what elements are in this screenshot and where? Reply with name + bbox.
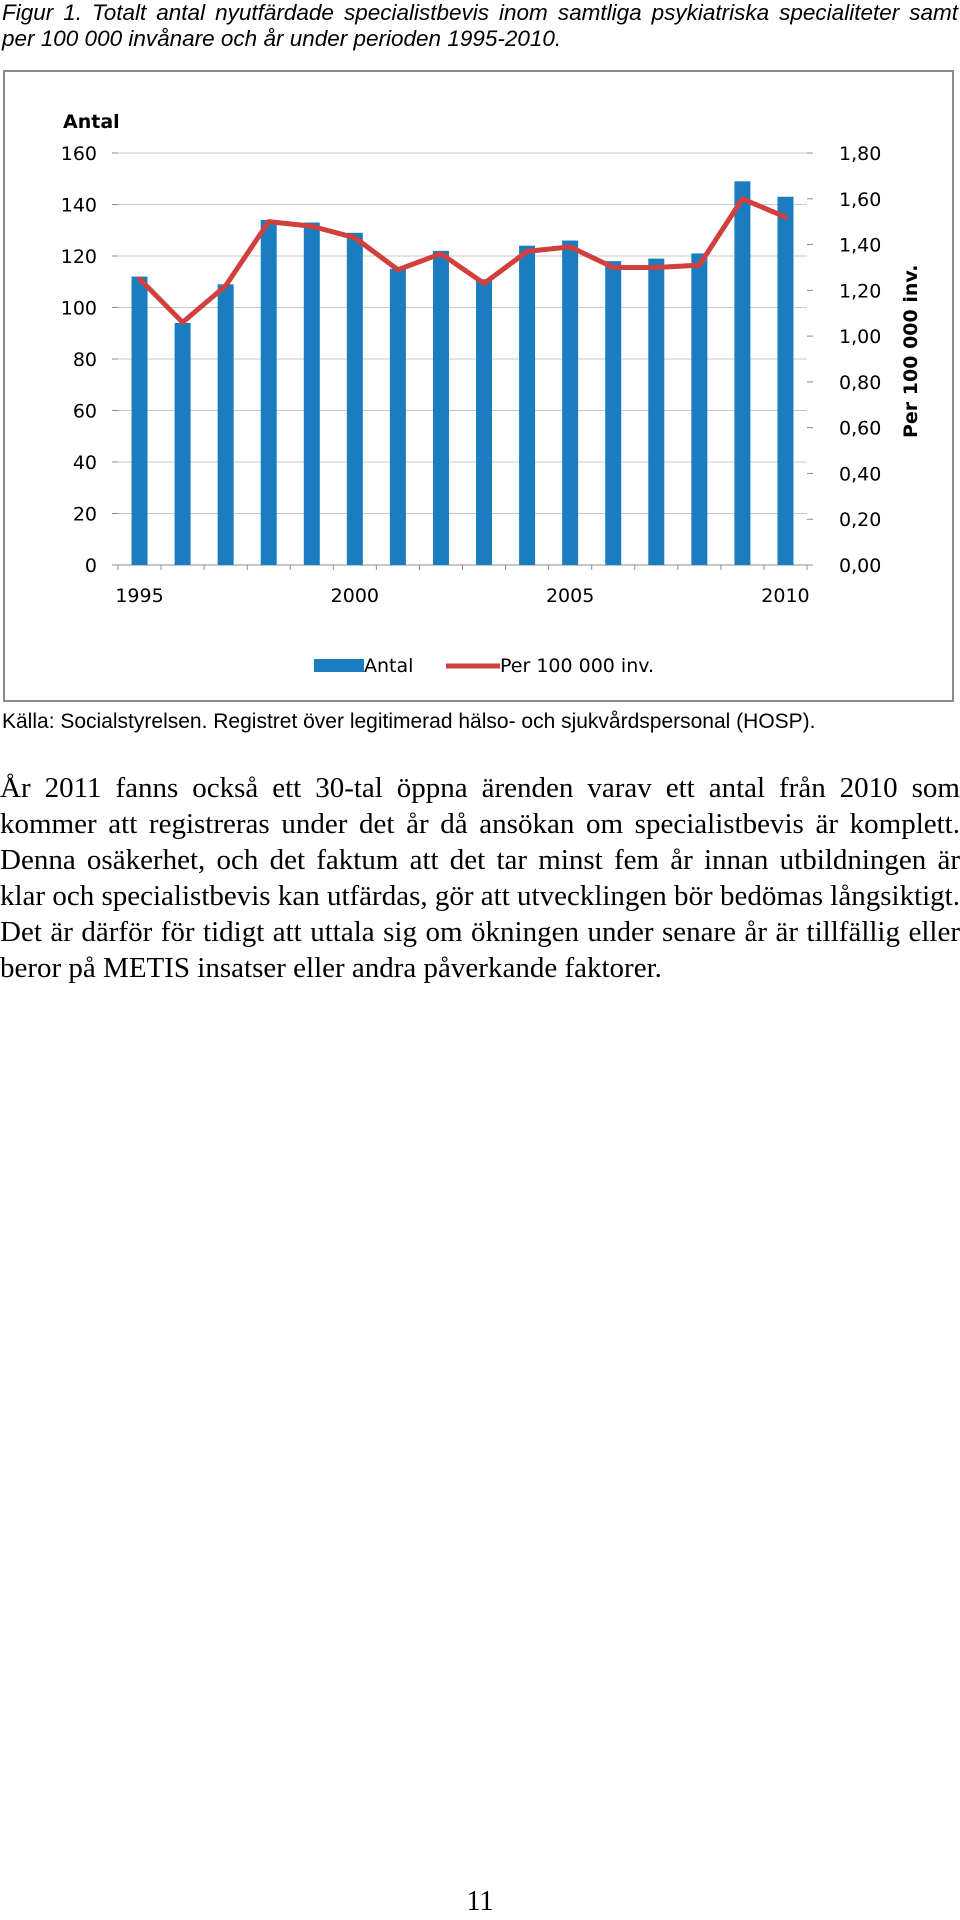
line-point-1998	[267, 220, 270, 223]
line-point-2008	[698, 264, 701, 267]
line-point-1995	[138, 277, 141, 280]
bar-1999	[304, 223, 320, 565]
line-point-2010	[784, 216, 787, 219]
line-point-2007	[655, 266, 658, 269]
right-tick-label: 0,00	[839, 555, 882, 577]
bar-2008	[691, 253, 707, 565]
line-point-2001	[396, 268, 399, 271]
x-tick-label: 1995	[115, 585, 164, 607]
x-tick-label: 2010	[761, 585, 810, 607]
right-tick-label: 1,20	[839, 280, 882, 303]
page-number: 11	[466, 1886, 494, 1917]
right-tick-label: 0,20	[839, 509, 882, 532]
line-point-2000	[353, 236, 356, 239]
line-point-2002	[439, 252, 442, 255]
legend-label-antal: Antal	[364, 655, 414, 677]
line-point-1999	[310, 225, 313, 228]
right-axis	[807, 143, 881, 577]
left-tick-label: 0	[84, 555, 97, 577]
bar-2009	[734, 181, 750, 565]
right-tick-label: 0,40	[839, 463, 882, 486]
right-tick-label: 0,80	[839, 371, 882, 394]
line-point-1996	[181, 321, 184, 324]
legend	[314, 655, 654, 677]
left-tick-label: 80	[72, 349, 97, 371]
left-tick-label: 160	[60, 143, 97, 165]
bar-2004	[519, 246, 535, 565]
left-axis	[61, 143, 118, 577]
line-point-1997	[224, 284, 227, 287]
line-point-2009	[741, 197, 744, 200]
left-tick-label: 40	[72, 452, 97, 474]
bar-2000	[347, 233, 363, 565]
right-tick-label: 1,60	[839, 188, 882, 211]
right-tick-label: 0,60	[839, 417, 882, 440]
bars	[132, 181, 794, 565]
line-point-2005	[569, 245, 572, 248]
bar-2002	[433, 251, 449, 565]
bar-2001	[390, 269, 406, 565]
source-note: Källa: Socialstyrelsen. Registret över legitimerad hälso- och sjukvårdspersonal (HOSP).	[2, 710, 816, 733]
bar-1998	[261, 220, 277, 565]
left-tick-label: 120	[60, 246, 97, 268]
right-tick-label: 1,80	[839, 143, 882, 165]
left-tick-label: 20	[72, 503, 97, 526]
left-tick-label: 100	[60, 297, 97, 320]
bar-2010	[777, 197, 793, 565]
bar-2005	[562, 241, 578, 565]
bar-2003	[476, 279, 492, 565]
left-tick-label: 60	[72, 400, 97, 423]
right-tick-label: 1,40	[839, 234, 882, 257]
line-point-2004	[526, 250, 529, 253]
line-point-2006	[612, 266, 615, 269]
line-point-2003	[483, 282, 486, 285]
bar-2006	[605, 261, 621, 565]
x-tick-label: 2000	[330, 585, 380, 607]
legend-label-per-100000: Per 100 000 inv.	[500, 655, 655, 677]
figure-caption: Figur 1. Totalt antal nyutfärdade specialistbevis inom samtliga psykiatriska specialiteter samt per 100 000 invånare och år under perioden 1995-2010.	[2, 0, 958, 51]
chart-frame	[3, 70, 954, 702]
line-series	[138, 197, 787, 324]
combo-chart	[5, 72, 952, 700]
bar-1996	[175, 323, 191, 565]
x-axis	[115, 565, 809, 607]
right-axis-title: Per 100 000 inv.	[900, 264, 922, 438]
right-tick-label: 1,00	[839, 326, 882, 349]
x-tick-label: 2005	[545, 585, 595, 607]
left-axis-title: Antal	[63, 111, 120, 133]
body-paragraph: År 2011 fanns också ett 30-tal öppna ärenden varav ett antal från 2010 som kommer att registreras under det år då ansökan om specialistbevis är komplett. Denna osäkerhet, och det faktum att det tar minst fem år innan utbildningen är klar och specialistbevis kan utfärdas, gör att utvecklingen bör bedömas långsiktigt. Det är därför för tidigt att uttala sig om ökningen under senare år är tillfällig eller beror på METIS insatser eller andra påverkande faktorer.	[0, 772, 960, 984]
bar-1995	[132, 277, 148, 565]
left-tick-label: 140	[60, 194, 97, 217]
bar-1997	[218, 284, 234, 565]
bar-2007	[648, 259, 664, 565]
line-per-100000	[140, 199, 786, 323]
legend-swatch-antal	[314, 659, 364, 672]
